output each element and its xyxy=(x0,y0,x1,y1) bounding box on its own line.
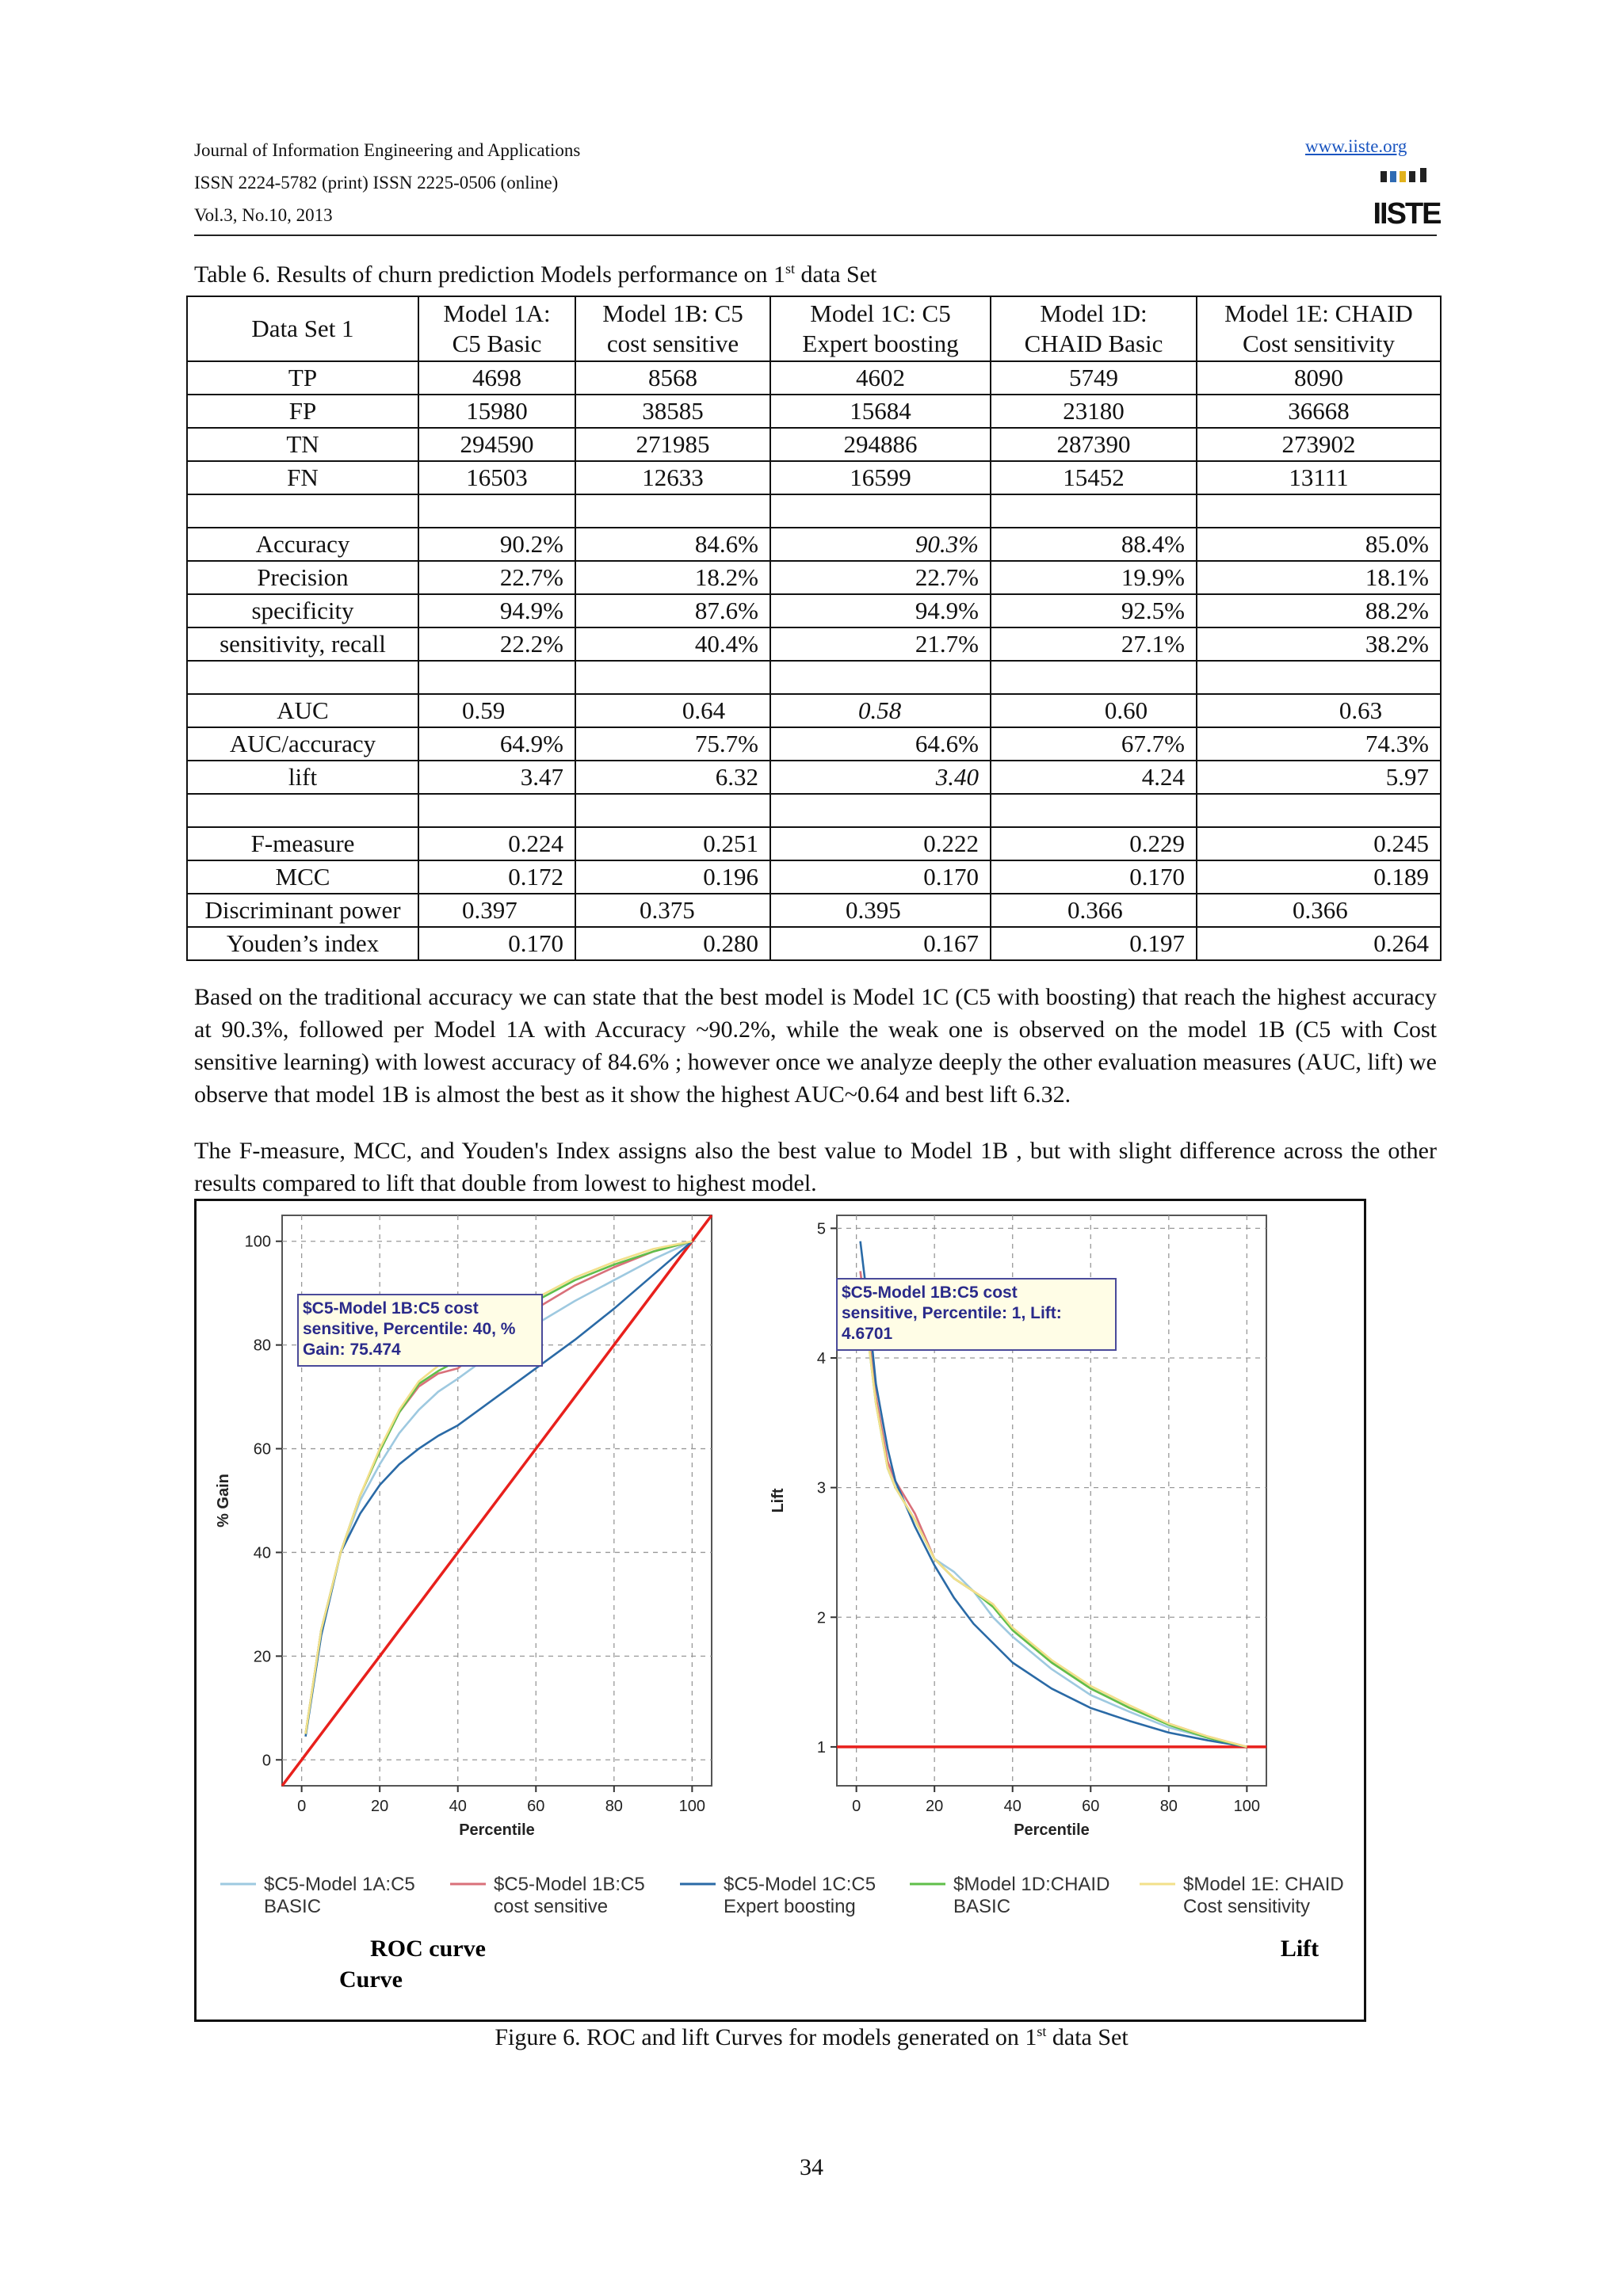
table-row xyxy=(187,461,1441,494)
table-row xyxy=(187,428,1441,461)
tooltip-line: Gain: 75.474 xyxy=(303,1341,401,1359)
table-row xyxy=(187,927,1441,960)
table-cell: 88.4% xyxy=(991,528,1197,561)
table-cell: 0.170 xyxy=(770,860,991,894)
table-cell: 16503 xyxy=(418,461,575,494)
table-row xyxy=(187,860,1441,894)
table-row xyxy=(187,627,1441,661)
table-cell: 15452 xyxy=(991,461,1197,494)
table-cell: 0.170 xyxy=(991,860,1197,894)
table-cell: 273902 xyxy=(1197,428,1441,461)
row-label: FP xyxy=(187,395,418,428)
table-cell: 0.229 xyxy=(991,827,1197,860)
table-cell: 4602 xyxy=(770,361,991,395)
table-cell: 13111 xyxy=(1197,461,1441,494)
page-number: 34 xyxy=(800,2154,823,2180)
table-cell: 64.9% xyxy=(418,727,575,761)
legend-label: $C5-Model 1B:C5 xyxy=(494,1874,645,1895)
table-column-header: Model 1D: CHAID Basic xyxy=(991,296,1197,361)
x-axis-label: Percentile xyxy=(1014,1821,1090,1839)
journal-url-link[interactable]: www.iiste.org xyxy=(1305,136,1407,156)
x-tick-label: 0 xyxy=(297,1798,307,1815)
x-tick-label: 100 xyxy=(1233,1798,1261,1815)
journal-header xyxy=(194,134,580,231)
table-cell: 22.7% xyxy=(770,561,991,594)
table-cell: 12633 xyxy=(575,461,770,494)
y-axis-label: Lift xyxy=(769,1488,787,1513)
table-cell: 22.7% xyxy=(418,561,575,594)
table-cell: 15684 xyxy=(770,395,991,428)
y-tick-label: 40 xyxy=(253,1544,271,1562)
table-column-header: Model 1E: CHAID Cost sensitivity xyxy=(1197,296,1441,361)
table-cell: 0.170 xyxy=(418,927,575,960)
table-cell: 18.2% xyxy=(575,561,770,594)
table-cell: 294886 xyxy=(770,428,991,461)
table-cell: 294590 xyxy=(418,428,575,461)
table-cell: 287390 xyxy=(991,428,1197,461)
x-tick-label: 20 xyxy=(926,1798,944,1815)
table-header-row xyxy=(187,296,1441,361)
table-row xyxy=(187,761,1441,794)
legend-label: BASIC xyxy=(953,1896,1011,1917)
table-row xyxy=(187,894,1441,927)
row-label: specificity xyxy=(187,594,418,627)
table-cell: 16599 xyxy=(770,461,991,494)
table-cell: 19.9% xyxy=(991,561,1197,594)
table-cell: 88.2% xyxy=(1197,594,1441,627)
table-cell: 85.0% xyxy=(1197,528,1441,561)
table-cell: 0.58 xyxy=(770,694,991,727)
table-cell: 21.7% xyxy=(770,627,991,661)
roc-gain-chart xyxy=(215,1215,712,1839)
table-column-header: Model 1A: C5 Basic xyxy=(418,296,575,361)
iiste-logo xyxy=(1373,168,1441,231)
tooltip-line: $C5-Model 1B:C5 cost xyxy=(303,1299,479,1318)
legend-label: cost sensitive xyxy=(494,1896,609,1917)
table-cell: 90.2% xyxy=(418,528,575,561)
table-cell: 22.2% xyxy=(418,627,575,661)
row-label: Discriminant power xyxy=(187,894,418,927)
table-cell: 0.264 xyxy=(1197,927,1441,960)
table-cell: 0.196 xyxy=(575,860,770,894)
roc-curve-label-2: Curve xyxy=(339,1966,403,1993)
row-label: MCC xyxy=(187,860,418,894)
table-cell: 38585 xyxy=(575,395,770,428)
y-tick-label: 60 xyxy=(253,1440,271,1459)
row-label: Precision xyxy=(187,561,418,594)
table-cell: 0.245 xyxy=(1197,827,1441,860)
table-row xyxy=(187,395,1441,428)
figure-charts xyxy=(197,1201,1364,2019)
x-tick-label: 80 xyxy=(1159,1798,1178,1815)
table-cell: 94.9% xyxy=(418,594,575,627)
tooltip-line: 4.6701 xyxy=(842,1325,893,1343)
row-label: TN xyxy=(187,428,418,461)
table-corner-cell: Data Set 1 xyxy=(187,296,418,361)
table-spacer-row xyxy=(187,661,1441,694)
journal-volume: Vol.3, No.10, 2013 xyxy=(194,205,333,225)
table-cell: 0.63 xyxy=(1197,694,1441,727)
table-cell: 4698 xyxy=(418,361,575,395)
tooltip-line: sensitive, Percentile: 40, % xyxy=(303,1320,516,1338)
table-cell: 36668 xyxy=(1197,395,1441,428)
table-cell: 271985 xyxy=(575,428,770,461)
row-label: Youden’s index xyxy=(187,927,418,960)
table-cell: 0.375 xyxy=(575,894,770,927)
legend-label: BASIC xyxy=(264,1896,322,1917)
table-cell: 87.6% xyxy=(575,594,770,627)
table-cell: 15980 xyxy=(418,395,575,428)
table-row xyxy=(187,528,1441,561)
table-cell: 5.97 xyxy=(1197,761,1441,794)
legend-label: $Model 1E: CHAID xyxy=(1183,1874,1344,1895)
y-tick-label: 0 xyxy=(262,1752,271,1770)
table-cell: 0.251 xyxy=(575,827,770,860)
table-cell: 0.280 xyxy=(575,927,770,960)
table-cell: 8568 xyxy=(575,361,770,395)
lift-curve-label: Lift xyxy=(1280,1936,1319,1962)
table-cell: 5749 xyxy=(991,361,1197,395)
table-cell: 67.7% xyxy=(991,727,1197,761)
row-label: TP xyxy=(187,361,418,395)
table-cell: 90.3% xyxy=(770,528,991,561)
legend-label: Expert boosting xyxy=(724,1896,856,1917)
table-cell: 23180 xyxy=(991,395,1197,428)
table-cell: 4.24 xyxy=(991,761,1197,794)
journal-title: Journal of Information Engineering and Applications xyxy=(194,140,581,160)
table-cell: 0.397 xyxy=(418,894,575,927)
table-cell: 38.2% xyxy=(1197,627,1441,661)
y-tick-label: 5 xyxy=(816,1220,826,1238)
table-cell: 0.59 xyxy=(418,694,575,727)
y-tick-label: 100 xyxy=(244,1233,271,1251)
x-tick-label: 100 xyxy=(678,1798,706,1815)
table-cell: 0.366 xyxy=(1197,894,1441,927)
row-label: FN xyxy=(187,461,418,494)
legend-label: $C5-Model 1A:C5 xyxy=(264,1874,415,1895)
row-label: Accuracy xyxy=(187,528,418,561)
x-tick-label: 0 xyxy=(852,1798,861,1815)
table-spacer-row xyxy=(187,794,1441,827)
table-cell: 40.4% xyxy=(575,627,770,661)
table-cell: 0.167 xyxy=(770,927,991,960)
table-spacer-row xyxy=(187,494,1441,528)
y-tick-label: 2 xyxy=(816,1609,826,1627)
tooltip-line: $C5-Model 1B:C5 cost xyxy=(842,1283,1018,1302)
table-row xyxy=(187,361,1441,395)
x-tick-label: 40 xyxy=(1003,1798,1022,1815)
paragraph-2: The F-measure, MCC, and Youden's Index assigns also the best value to Model 1B , but with slight difference across the other results compared to lift that double from lowest to highest model. xyxy=(194,1138,1437,1196)
table-cell: 0.172 xyxy=(418,860,575,894)
y-tick-label: 1 xyxy=(816,1738,826,1756)
row-label: sensitivity, recall xyxy=(187,627,418,661)
lift-chart xyxy=(769,1215,1266,1839)
y-tick-label: 3 xyxy=(816,1479,826,1497)
table-cell: 74.3% xyxy=(1197,727,1441,761)
x-tick-label: 60 xyxy=(527,1798,545,1815)
paragraph-1: Based on the traditional accuracy we can state that the best model is Model 1C (C5 with boosting) that reach the highest accuracy at 90.3%, followed per Model 1A with Accuracy ~90.2%, while the weak one is observed on the model 1B (C5 with Cost sensitive learning) with lowest accuracy of 84.6% ; however once we analyze deeply the other evaluation measures (AUC, lift) we observe that model 1B is almost the best as it show the highest AUC~0.64 and best lift 6.32. xyxy=(194,984,1437,1108)
table-cell: 8090 xyxy=(1197,361,1441,395)
table-cell: 0.189 xyxy=(1197,860,1441,894)
x-axis-label: Percentile xyxy=(459,1821,535,1839)
table-cell: 84.6% xyxy=(575,528,770,561)
table-cell: 0.64 xyxy=(575,694,770,727)
table-cell: 64.6% xyxy=(770,727,991,761)
x-tick-label: 80 xyxy=(605,1798,623,1815)
x-tick-label: 20 xyxy=(371,1798,389,1815)
table-cell: 92.5% xyxy=(991,594,1197,627)
table-cell: 18.1% xyxy=(1197,561,1441,594)
header-divider xyxy=(194,235,1437,236)
legend-label: Cost sensitivity xyxy=(1183,1896,1311,1917)
logo-text: IISTE xyxy=(1373,197,1441,231)
results-table xyxy=(186,296,1442,961)
row-label: lift xyxy=(187,761,418,794)
table-row xyxy=(187,561,1441,594)
table-cell: 27.1% xyxy=(991,627,1197,661)
table-cell: 0.197 xyxy=(991,927,1197,960)
table-cell: 6.32 xyxy=(575,761,770,794)
tooltip-line: sensitive, Percentile: 1, Lift: xyxy=(842,1304,1062,1322)
row-label: AUC/accuracy xyxy=(187,727,418,761)
figure-box xyxy=(194,1199,1366,2022)
table-row xyxy=(187,827,1441,860)
table-cell: 0.395 xyxy=(770,894,991,927)
table-row xyxy=(187,694,1441,727)
row-label: AUC xyxy=(187,694,418,727)
legend-label: $C5-Model 1C:C5 xyxy=(724,1874,876,1895)
table-cell: 0.222 xyxy=(770,827,991,860)
y-tick-label: 80 xyxy=(253,1337,271,1355)
table-cell: 0.366 xyxy=(991,894,1197,927)
x-tick-label: 40 xyxy=(449,1798,467,1815)
legend-label: $Model 1D:CHAID xyxy=(953,1874,1110,1895)
table-cell: 3.40 xyxy=(770,761,991,794)
table-caption: Table 6. Results of churn prediction Models performance on 1st data Set xyxy=(194,261,877,288)
chart-legend xyxy=(220,1874,1344,1917)
y-axis-label: % Gain xyxy=(215,1474,232,1527)
table-cell: 3.47 xyxy=(418,761,575,794)
table-row xyxy=(187,594,1441,627)
table-cell: 75.7% xyxy=(575,727,770,761)
figure-caption: Figure 6. ROC and lift Curves for models generated on 1st data Set xyxy=(495,2023,1128,2050)
journal-issn: ISSN 2224-5782 (print) ISSN 2225-0506 (online) xyxy=(194,173,559,193)
table-column-header: Model 1B: C5 cost sensitive xyxy=(575,296,770,361)
roc-curve-label: ROC curve xyxy=(370,1936,486,1962)
y-tick-label: 20 xyxy=(253,1648,271,1666)
table-cell: 0.224 xyxy=(418,827,575,860)
y-tick-label: 4 xyxy=(816,1350,826,1367)
table-cell: 0.60 xyxy=(991,694,1197,727)
row-label: F-measure xyxy=(187,827,418,860)
table-column-header: Model 1C: C5 Expert boosting xyxy=(770,296,991,361)
x-tick-label: 60 xyxy=(1082,1798,1100,1815)
table-cell: 94.9% xyxy=(770,594,991,627)
table-row xyxy=(187,727,1441,761)
